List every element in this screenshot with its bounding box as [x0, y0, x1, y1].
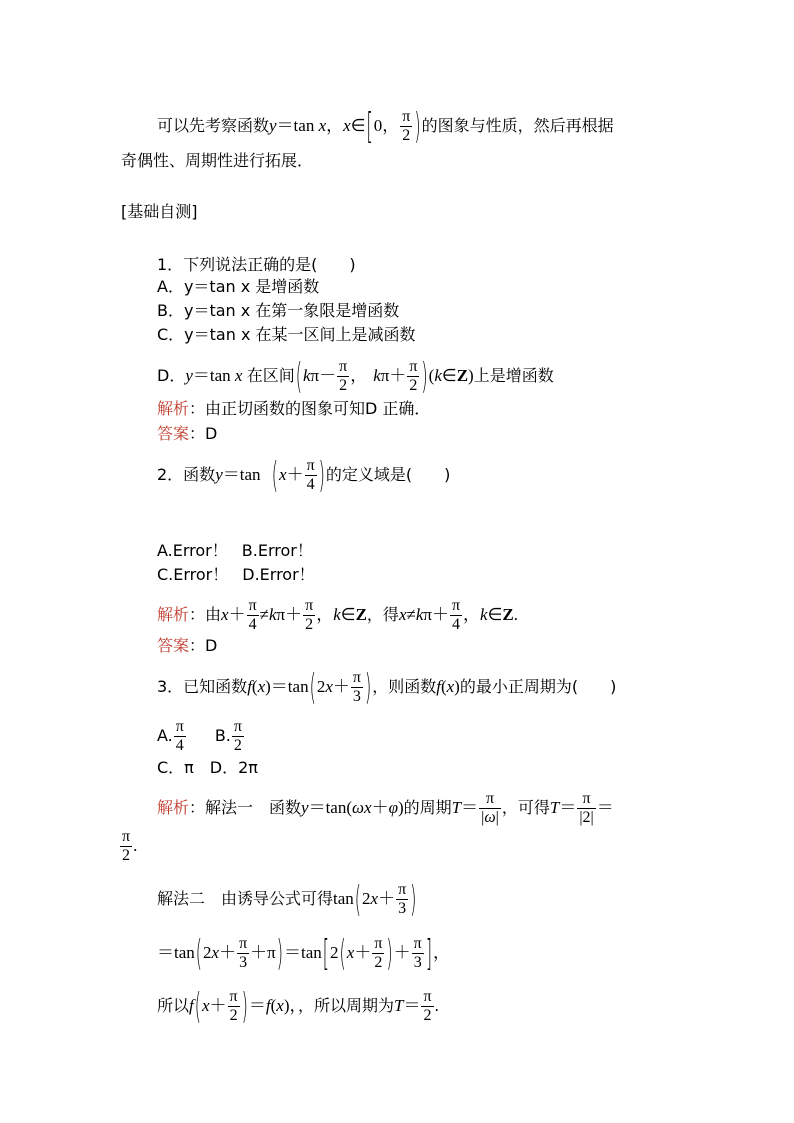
q1-option-b: B．y＝tan x 在第一象限是增函数	[157, 301, 400, 320]
q3-jiexi-label: 解析	[157, 798, 190, 817]
q3-conclusion: 所以f(x＋ $\frac{\pi}{2}$ )＝f(x)，，所以周期为T＝ $\frac{\pi}{2}$ .	[157, 984, 439, 1027]
q1-stem: 1．下列说法正确的是( )	[157, 255, 356, 274]
q3-jiexi-continued: $\frac{\pi}{2}$ .	[122, 828, 138, 864]
q3-jiexi: 解析：解法一 函数y＝tan(ωx＋φ)的周期T＝ $\frac{\pi}{|\omega|}$ ，可得T＝ $\frac{\pi}{|2|}$ ＝	[157, 790, 614, 826]
q1-jiexi	[157, 398, 430, 420]
q3-option-a: A.	[157, 726, 173, 745]
q3-option-b: B.	[214, 726, 231, 745]
q2-stem-a: 2．函数	[157, 465, 216, 484]
q3-so-b: ，所以周期为	[298, 996, 395, 1015]
q1-d-label: D．	[157, 366, 186, 385]
q3-method2-step: ＝tan(2x＋ $\frac{\pi}{3}$ ＋π)＝tan[2(x＋ $\frac{\pi}{2}$ )＋ $\frac{\pi}{3}$ ]，	[157, 931, 450, 974]
fraction-pi-over-2: $\frac{\pi}{2}$	[402, 108, 411, 144]
bracket-open: [	[366, 104, 373, 147]
q3-stem: 3．已知函数f(x)＝tan(2x＋ $\frac{\pi}{3}$ )，则函数f(x)的最小正周期为( )	[157, 665, 617, 708]
q2-option-d: D.Error！	[242, 565, 315, 584]
q3-stem-b: ，则函数	[372, 677, 437, 696]
section-title: [基础自测]	[121, 202, 198, 221]
intro-text-1b: 的图象与性质，然后再根据	[421, 116, 614, 135]
q1-option-c: C．y＝tan x 在某一区间上是减函数	[157, 325, 416, 344]
q3-jiexi-a: ：解法一 函数	[189, 798, 302, 817]
q3-method2-text: 解法二 由诱导公式可得	[157, 889, 334, 908]
q3-jiexi-b: 的周期	[403, 798, 452, 817]
q1-option-d: D．y＝tan x 在区间(kπ－ $\frac{\pi}{2}$ ， kπ＋ $\frac{\pi}{2}$ )(k∈Z)上是增函数	[157, 354, 554, 397]
intro-line-2: 奇偶性、周期性进行拓展．	[121, 151, 314, 170]
intro-math-y-tanx: y＝tan x，x∈	[269, 116, 366, 135]
q2-stem: 2．函数y＝tan (x＋ $\frac{\pi}{4}$ )的定义域是( )	[157, 453, 451, 496]
q2-jiexi-b: ，得	[366, 605, 399, 624]
q3-method2: 解法二 由诱导公式可得tan(2x＋ $\frac{\pi}{3}$ )	[157, 877, 417, 920]
q3-stem-c: 的最小正周期为( )	[459, 677, 617, 696]
q2-daan	[157, 635, 217, 657]
q1-d-text-1: 在区间	[246, 366, 295, 385]
q2-daan-text: ：D	[189, 636, 218, 655]
q1-jiexi-label: 解析	[157, 399, 190, 418]
q1-d-text-2: 上是增函数	[473, 366, 554, 385]
q2-option-c: C.Error！	[157, 565, 229, 584]
q2-jiexi-label: 解析	[157, 605, 190, 624]
q3-jiexi-c: ，可得	[501, 798, 550, 817]
paren-close: )	[414, 104, 421, 147]
q2-options-ab	[157, 540, 313, 562]
q2-jiexi-a: ：由	[189, 605, 222, 624]
q1-option-a: A．y＝tan x 是增函数	[157, 277, 320, 296]
q1-jiexi-text: ：由正切函数的图象可知D 正确．	[189, 399, 431, 418]
q2-option-b: B.Error！	[241, 541, 313, 560]
q1-daan-label: 答案	[157, 424, 190, 443]
q2-daan-label: 答案	[157, 636, 190, 655]
q3-options-cd: C．π D．2π	[157, 758, 258, 777]
q1-daan	[157, 423, 217, 445]
q2-jiexi: 解析：由x＋ $\frac{\pi}{4}$ ≠kπ＋ $\frac{\pi}{2}$ ，k∈Z，得x≠kπ＋ $\frac{\pi}{4}$ ，k∈Z.	[157, 597, 518, 633]
intro-line-1: 可以先考察函数y＝tan x，x∈[0， $\frac{\pi}{2}$ )的图象与性质，然后再根据	[157, 104, 614, 147]
q3-so-a: 所以	[157, 996, 190, 1015]
q3-stem-a: 3．已知函数	[157, 677, 248, 696]
intro-text-1a: 可以先考察函数	[157, 116, 270, 135]
q2-options-cd	[157, 564, 315, 586]
q2-stem-b: 的定义域是( )	[325, 465, 451, 484]
q1-daan-text: ：D	[189, 424, 218, 443]
q2-option-a: A.Error！	[157, 541, 228, 560]
q3-options-ab: A. $\frac{\pi}{4}$ B. $\frac{\pi}{2}$	[157, 718, 242, 754]
